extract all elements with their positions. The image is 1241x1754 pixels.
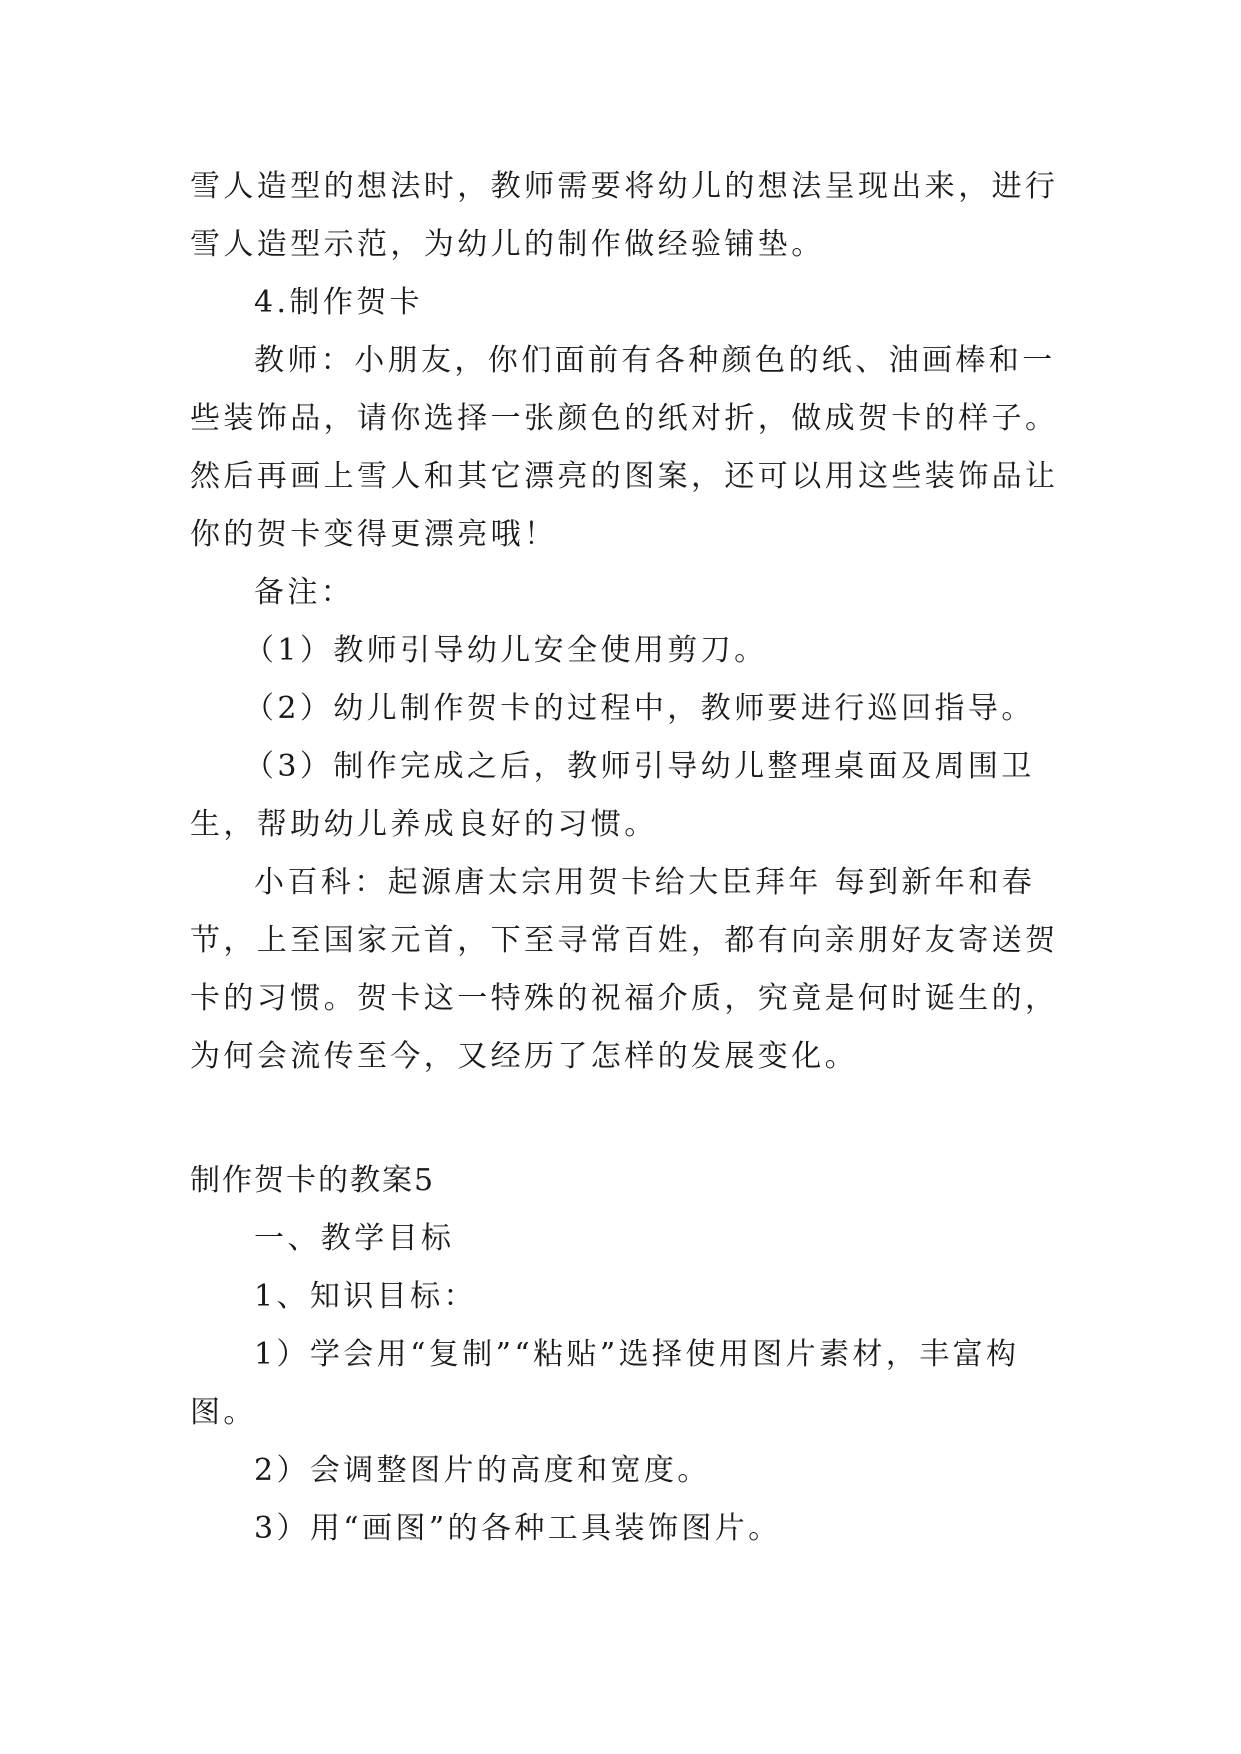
note-title: 备注： [254, 575, 355, 610]
note-item: （3）制作完成之后，教师引导幼儿整理桌面及周围卫 [244, 749, 1035, 784]
paragraph-line: 雪人造型的想法时，教师需要将幼儿的想法呈现出来，进行 [190, 169, 1059, 204]
step-title: 4.制作贺卡 [254, 285, 424, 320]
section-title: 制作贺卡的教案5 [190, 1163, 436, 1198]
paragraph-line: 些装饰品，请你选择一张颜色的纸对折，做成贺卡的样子。 [190, 401, 1059, 436]
paragraph-line: 为何会流传至今，又经历了怎样的发展变化。 [190, 1039, 858, 1074]
paragraph-line: 雪人造型示范，为幼儿的制作做经验铺垫。 [190, 227, 825, 262]
knowledge-title: 1、知识目标： [254, 1279, 477, 1314]
note-item: （2）幼儿制作贺卡的过程中，教师要进行巡回指导。 [244, 691, 1035, 726]
paragraph-line: 图。 [190, 1395, 257, 1430]
paragraph-line: 然后再画上雪人和其它漂亮的图案，还可以用这些装饰品让 [190, 459, 1059, 494]
section-spacer [190, 1086, 1060, 1144]
goal-title: 一、教学目标 [254, 1221, 455, 1256]
paragraph-line: 卡的习惯。贺卡这一特殊的祝福介质，究竟是何时诞生的， [190, 981, 1059, 1016]
paragraph-line: 节，上至国家元首，下至寻常百姓，都有向亲朋好友寄送贺 [190, 923, 1059, 958]
paragraph-line: 你的贺卡变得更漂亮哦！ [190, 517, 558, 552]
paragraph-line: 小百科：起源唐太宗用贺卡给大臣拜年 每到新年和春 [254, 865, 1036, 900]
paragraph-line: 教师：小朋友，你们面前有各种颜色的纸、油画棒和一 [254, 343, 1056, 378]
list-item: 2）会调整图片的高度和宽度。 [254, 1453, 711, 1488]
document-body [190, 158, 1060, 1558]
list-item: 1）学会用“复制”“粘贴”选择使用图片素材，丰富构 [254, 1337, 1020, 1372]
paragraph-line: 生，帮助幼儿养成良好的习惯。 [190, 807, 658, 842]
note-item: （1）教师引导幼儿安全使用剪刀。 [244, 633, 768, 668]
list-item: 3）用“画图”的各种工具装饰图片。 [254, 1511, 782, 1546]
